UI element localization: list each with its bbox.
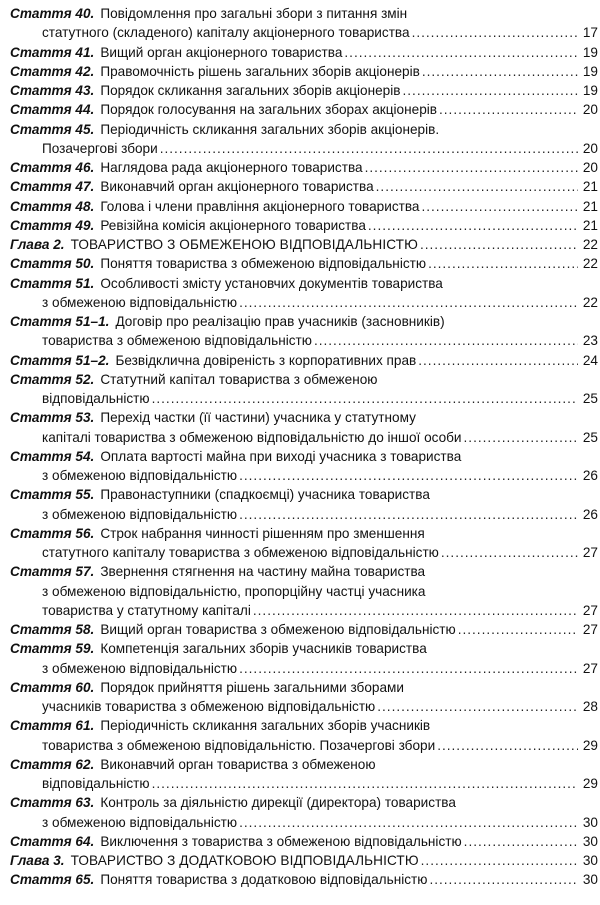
entry-label: Стаття 60. [10,679,95,695]
toc-line [10,351,598,370]
toc-article-entry[interactable] [10,62,598,81]
toc-line [10,408,598,427]
toc-article-entry[interactable] [10,485,598,524]
toc-article-entry[interactable] [10,870,598,889]
entry-label: Стаття 54. [10,448,95,464]
dot-leader [421,851,578,870]
dot-leader [239,466,578,485]
entry-title-text: Голова і члени правління акціонерного товариства [100,198,420,214]
toc-line [10,736,598,755]
toc-article-entry[interactable] [10,370,598,409]
toc-line [10,389,598,408]
toc-line [10,832,598,851]
toc-article-entry[interactable] [10,716,598,755]
entry-label: Стаття 45. [10,121,95,137]
page-number[interactable]: 30 [582,853,598,868]
toc-line [10,659,598,678]
toc-article-entry[interactable] [10,562,598,620]
entry-title-text: Звернення стягнення на частину майна товариства [100,564,426,580]
entry-title-text: капіталі товариства з обмеженою відповідальністю до іншої особи [42,429,462,445]
entry-title-text: ТОВАРИСТВО З ДОДАТКОВОЮ ВІДПОВІДАЛЬНІСТЮ [70,853,419,868]
entry-label: Стаття 41. [10,44,95,60]
page-number[interactable]: 21 [582,217,598,233]
entry-title-text: Порядок прийняття рішень загальними зборами [100,679,404,695]
entry-label: Стаття 46. [10,160,95,175]
page-number[interactable]: 27 [582,545,598,560]
entry-title-text: Правомочність рішень загальних зборів акціонерів [100,63,420,79]
toc-article-entry[interactable] [10,100,598,119]
toc-article-entry[interactable] [10,755,598,794]
page-number[interactable]: 30 [582,872,598,888]
dot-leader [412,23,578,42]
dot-leader [239,813,578,832]
toc-line [10,370,598,389]
entry-title-text: відповідальністю [42,391,150,406]
entry-title-text: ТОВАРИСТВО З ОБМЕЖЕНОЮ ВІДПОВІДАЛЬНІСТЮ [70,237,418,252]
entry-title-text: Статутний капітал товариства з обмеженою [100,371,378,387]
toc-article-entry[interactable] [10,351,598,370]
entry-title-text: з обмеженою відповідальністю, пропорційну частці учасника [42,583,426,599]
toc-chapter-entry[interactable] [10,235,598,254]
dot-leader [239,293,578,312]
entry-title-text: Порядок скликання загальних зборів акціонерів [100,83,401,98]
entry-label: Стаття 40. [10,6,95,21]
entry-label: Стаття 49. [10,217,95,233]
toc-line [10,197,598,216]
entry-label: Стаття 63. [10,795,95,811]
dot-leader [239,505,578,524]
dot-leader [365,158,578,177]
dot-leader [402,81,578,100]
entry-label: Стаття 51. [10,275,95,291]
entry-label: Стаття 65. [10,872,95,888]
entry-label: Стаття 44. [10,102,95,118]
toc-line [10,639,598,658]
toc-article-entry[interactable] [10,620,598,639]
page-number[interactable]: 20 [582,140,598,156]
entry-label: Стаття 42. [10,63,95,79]
entry-label: Стаття 53. [10,410,95,426]
dot-leader [422,62,578,81]
toc-line [10,428,598,447]
entry-title-text: статутного (складеного) капіталу акціонерного товариства [42,25,410,41]
dot-leader [344,43,578,62]
entry-label: Стаття 56. [10,525,95,541]
toc-line [10,158,598,177]
toc-line [10,4,598,23]
toc-line [10,582,598,601]
page-number[interactable]: 24 [582,352,598,368]
dot-leader [428,254,578,273]
toc-line [10,466,598,485]
toc-article-entry[interactable] [10,81,598,100]
table-of-contents [10,4,598,890]
entry-label: Стаття 47. [10,179,95,195]
page-number[interactable]: 27 [582,622,598,637]
entry-label: Стаття 43. [10,83,95,98]
entry-title-text: Поняття товариства з обмеженою відповідальністю [100,256,427,272]
toc-chapter-entry[interactable] [10,851,598,870]
toc-line [10,485,598,504]
toc-article-entry[interactable] [10,120,598,159]
entry-title-text: Особливості змісту установчих документів товариства [100,275,443,291]
toc-line [10,793,598,812]
toc-article-entry[interactable] [10,177,598,196]
page-number[interactable]: 29 [582,737,598,753]
toc-line [10,293,598,312]
toc-article-entry[interactable] [10,678,598,717]
toc-line [10,62,598,81]
toc-line [10,620,598,639]
entry-label: Стаття 55. [10,487,95,503]
toc-line [10,870,598,889]
entry-label: Глава 3. [10,853,65,868]
toc-article-entry[interactable] [10,43,598,62]
toc-line [10,81,598,100]
entry-title-text: Правонаступники (спадкоємці) учасника товариства [100,487,430,503]
toc-line [10,447,598,466]
entry-title-text: відповідальністю [42,776,150,791]
page-number[interactable]: 26 [582,506,598,522]
dot-leader [418,351,578,370]
entry-title-text: Повідомлення про загальні збори з питання змін [100,6,408,21]
toc-article-entry[interactable] [10,312,598,351]
dot-leader [421,197,578,216]
entry-title-text: Поняття товариства з додатковою відповідальністю [100,872,428,888]
entry-title-text: Оплата вартості майна при виході учасника з товариства [100,448,462,464]
entry-label: Стаття 59. [10,641,95,657]
toc-article-entry[interactable] [10,4,598,43]
entry-title-text: з обмеженою відповідальністю [42,506,238,522]
dot-leader [464,832,578,851]
toc-line [10,177,598,196]
entry-title-text: Виконавчий орган товариства з обмеженою [100,756,376,772]
page-number[interactable]: 25 [582,391,598,406]
toc-line [10,312,598,331]
entry-title-text: учасників товариства з обмеженою відповідальністю [42,699,376,714]
dot-leader [377,697,578,716]
toc-article-entry[interactable] [10,524,598,563]
toc-line [10,505,598,524]
dot-leader [429,870,578,889]
dot-leader [368,216,578,235]
entry-title-text: Договір про реалізацію прав учасників (засновників) [115,314,445,329]
page-number[interactable]: 17 [582,25,598,41]
toc-line [10,23,598,42]
toc-line [10,697,598,716]
entry-title-text: Періодичність скликання загальних зборів акціонерів. [100,121,440,137]
toc-article-entry[interactable] [10,408,598,447]
dot-leader [437,736,578,755]
entry-title-text: Ревізійна комісія акціонерного товариства [100,217,366,233]
toc-line [10,120,598,139]
entry-label: Стаття 57. [10,564,95,580]
toc-article-entry[interactable] [10,274,598,313]
toc-line [10,716,598,735]
toc-line [10,562,598,581]
toc-line [10,235,598,254]
dot-leader [152,774,578,793]
dot-leader [314,331,578,350]
entry-title-text: з обмеженою відповідальністю [42,468,238,483]
entry-title-text: Перехід частки (її частини) учасника у статутному [100,410,416,426]
entry-title-text: Виключення з товариства з обмеженою відповідальністю [100,833,462,849]
dot-leader [152,389,578,408]
entry-title-text: Компетенція загальних зборів учасників товариства [100,641,427,657]
entry-title-text: з обмеженою відповідальністю [42,660,238,676]
toc-line [10,601,598,620]
page-number[interactable]: 19 [582,83,598,98]
page-number[interactable]: 27 [582,602,598,618]
page-number[interactable]: 30 [582,814,598,830]
entry-title-text: товариства з обмеженою відповідальністю. Позачергові збори [42,737,436,753]
entry-title-text: Вищий орган товариства з обмеженою відповідальністю [100,622,456,637]
toc-line [10,331,598,350]
toc-line [10,851,598,870]
dot-leader [458,620,578,639]
dot-leader [160,139,578,158]
page-number[interactable]: 20 [582,102,598,118]
entry-title-text: з обмеженою відповідальністю [42,814,238,830]
toc-article-entry[interactable] [10,832,598,851]
entry-label: Стаття 48. [10,198,95,214]
page-number[interactable]: 22 [582,237,598,252]
toc-line [10,774,598,793]
dot-leader [439,100,578,119]
dot-leader [239,659,578,678]
dot-leader [464,428,578,447]
toc-line [10,543,598,562]
entry-title-text: Строк набрання чинності рішенням про зменшення [100,525,425,541]
toc-article-entry[interactable] [10,639,598,678]
toc-line [10,216,598,235]
toc-line [10,755,598,774]
page-number[interactable]: 19 [582,44,598,60]
toc-line [10,274,598,293]
toc-article-entry[interactable] [10,197,598,216]
toc-line [10,524,598,543]
dot-leader [376,177,578,196]
entry-title-text: Безвідклична довіреність з корпоративних прав [115,352,417,368]
toc-line [10,139,598,158]
entry-title-text: Вищий орган акціонерного товариства [100,44,343,60]
toc-article-entry[interactable] [10,158,598,177]
entry-label: Стаття 62. [10,756,95,772]
dot-leader [441,543,578,562]
entry-title-text: Контроль за діяльністю дирекції (директора) товариства [100,795,456,811]
page-number[interactable]: 25 [582,429,598,445]
entry-label: Стаття 52. [10,371,95,387]
entry-title-text: Наглядова рада акціонерного товариства [100,160,363,175]
page-number[interactable]: 21 [582,179,598,195]
entry-label: Стаття 64. [10,833,95,849]
entry-label: Стаття 51–2. [10,352,110,368]
page-number[interactable]: 22 [582,256,598,272]
dot-leader [253,601,578,620]
entry-title-text: Періодичність скликання загальних зборів учасників [100,718,431,734]
page-number[interactable]: 23 [582,333,598,349]
toc-article-entry[interactable] [10,447,598,486]
page-number[interactable]: 21 [582,198,598,214]
entry-label: Стаття 58. [10,622,95,637]
page-number[interactable]: 28 [582,699,598,714]
entry-label: Глава 2. [10,237,65,252]
toc-article-entry[interactable] [10,793,598,832]
toc-line [10,254,598,273]
entry-title-text: товариства з обмеженою відповідальністю [42,333,312,349]
toc-article-entry[interactable] [10,254,598,273]
entry-title-text: Позачергові збори [42,140,158,156]
toc-line [10,43,598,62]
page-number[interactable]: 27 [582,660,598,676]
page-number[interactable]: 22 [582,294,598,310]
entry-title-text: з обмеженою відповідальністю [42,294,238,310]
entry-title-text: статутного капіталу товариства з обмеженою відповідальністю [42,545,439,560]
entry-title-text: Виконавчий орган акціонерного товариства [100,179,374,195]
entry-label: Стаття 51–1. [10,314,110,329]
entry-label: Стаття 61. [10,718,95,734]
page-number[interactable]: 26 [582,468,598,483]
page-number[interactable]: 30 [582,833,598,849]
page-number[interactable]: 29 [582,776,598,791]
entry-title-text: Порядок голосування на загальних зборах акціонерів [100,102,437,118]
entry-title-text: товариства у статутному капіталі [42,602,251,618]
dot-leader [420,235,578,254]
entry-label: Стаття 50. [10,256,95,272]
toc-line [10,678,598,697]
toc-article-entry[interactable] [10,216,598,235]
page-number[interactable]: 20 [582,160,598,175]
page-number[interactable]: 19 [582,63,598,79]
toc-line [10,100,598,119]
toc-line [10,813,598,832]
